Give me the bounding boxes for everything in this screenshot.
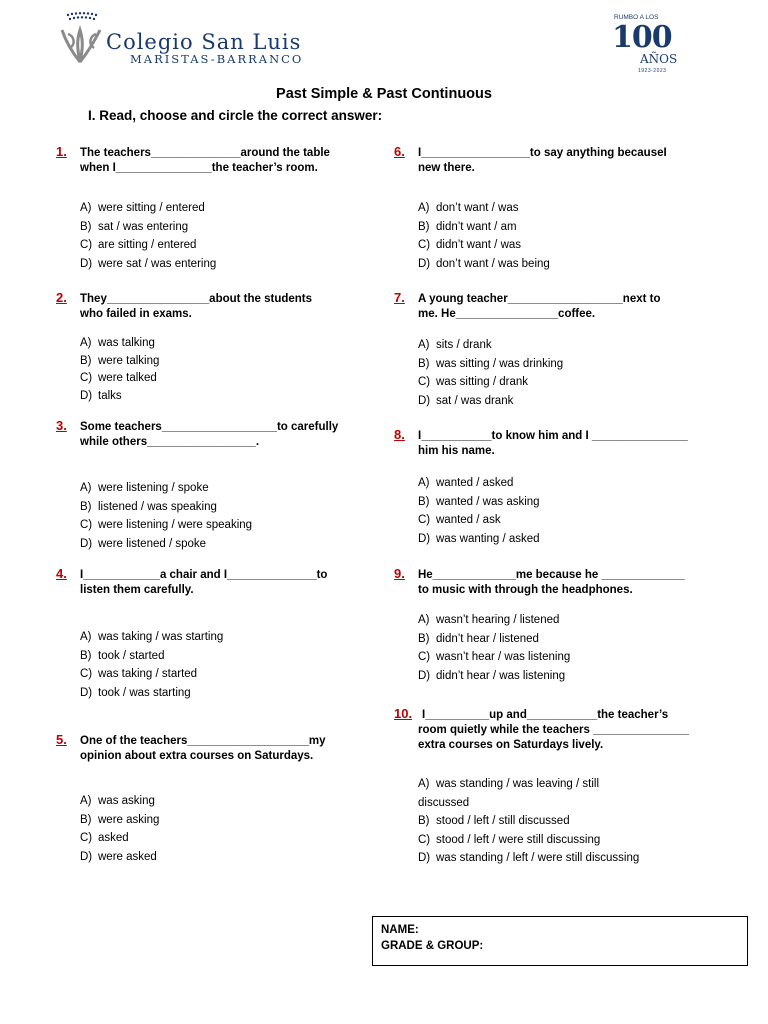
anniversary-top-text: RUMBO A LOS xyxy=(614,14,659,21)
question-text xyxy=(418,146,667,176)
option[interactable]: C) are sitting / entered xyxy=(80,239,197,251)
anniversary-logo xyxy=(612,12,712,76)
question-text xyxy=(418,429,688,459)
question-number: 9. xyxy=(394,566,405,581)
option[interactable]: D) was wanting / asked xyxy=(418,532,540,545)
question-line: Some teachers__________________to carefully xyxy=(80,421,339,433)
grade-group-label: GRADE & GROUP: xyxy=(381,940,484,952)
question-4 xyxy=(56,566,366,706)
question-text xyxy=(418,292,661,322)
option[interactable]: B) was sitting / was drinking xyxy=(418,357,564,370)
question-number: 10. xyxy=(394,706,413,721)
option[interactable]: D) didn’t hear / was listening xyxy=(418,669,566,682)
question-line: He_____________me because he _____________ xyxy=(418,569,685,581)
question-line: new there. xyxy=(418,162,475,174)
options-list xyxy=(80,335,159,405)
anniversary-years: 1923-2023 xyxy=(638,68,667,74)
option-continuation: discussed xyxy=(418,796,470,809)
option[interactable]: C) stood / left / were still discussing xyxy=(418,833,601,846)
question-line: when I_______________the teacher’s room. xyxy=(80,162,318,174)
option[interactable]: C) wanted / ask xyxy=(418,514,501,526)
option[interactable]: B) were talking xyxy=(80,354,160,367)
school-crest-icon xyxy=(56,12,108,68)
option[interactable]: A) were sitting / entered xyxy=(80,202,205,214)
option[interactable]: C) were talked xyxy=(80,372,157,384)
question-7 xyxy=(394,290,724,415)
option[interactable]: B) didn’t hear / listened xyxy=(418,632,539,645)
option[interactable]: B) wanted / was asking xyxy=(418,495,540,508)
options-list xyxy=(418,474,540,548)
option[interactable]: A) was taking / was starting xyxy=(80,631,224,643)
option[interactable]: B) listened / was speaking xyxy=(80,500,217,513)
question-number: 8. xyxy=(394,427,405,442)
option[interactable]: D) talks xyxy=(80,389,122,402)
option[interactable]: C) were listening / were speaking xyxy=(80,519,253,531)
question-2 xyxy=(56,290,366,405)
school-subtitle: MARISTAS-BARRANCO xyxy=(130,52,304,66)
school-logo xyxy=(56,12,356,72)
option[interactable]: B) stood / left / still discussed xyxy=(418,815,570,827)
question-number: 5. xyxy=(56,732,67,747)
option[interactable]: D) were asked xyxy=(80,850,157,863)
student-info-box[interactable] xyxy=(372,916,748,966)
question-5 xyxy=(56,732,366,872)
option[interactable]: C) was taking / started xyxy=(80,668,198,680)
option[interactable]: C) didn’t want / was xyxy=(418,239,522,251)
question-line: The teachers______________around the table xyxy=(80,147,330,159)
options-list xyxy=(418,199,550,273)
option[interactable]: B) were asking xyxy=(80,813,160,826)
options-list xyxy=(80,199,216,273)
option[interactable]: D) don’t want / was being xyxy=(418,257,550,270)
question-line: me. He________________coffee. xyxy=(418,308,596,320)
option[interactable]: B) didn’t want / am xyxy=(418,220,517,233)
name-label: NAME: xyxy=(381,924,419,936)
question-10 xyxy=(394,706,724,871)
page-title: Past Simple & Past Continuous xyxy=(276,86,492,102)
school-name: Colegio San Luis xyxy=(106,30,302,54)
question-text xyxy=(80,734,326,764)
question-line: while others_________________. xyxy=(80,436,260,448)
option[interactable]: A) wanted / asked xyxy=(418,477,514,489)
question-line: I_________________to say anything becauseI xyxy=(418,147,667,159)
option[interactable]: B) took / started xyxy=(80,649,165,662)
question-line: One of the teachers___________________my xyxy=(80,735,326,747)
page-header xyxy=(56,12,716,82)
question-line: They________________about the students xyxy=(80,293,313,305)
question-line: extra courses on Saturdays lively. xyxy=(418,739,604,751)
question-line: I__________up and___________the teacher’s xyxy=(422,709,669,721)
options-list xyxy=(418,336,563,410)
question-line: who failed in exams. xyxy=(80,308,192,320)
option[interactable]: D) were listened / spoke xyxy=(80,537,207,550)
question-text xyxy=(80,420,338,450)
question-number: 2. xyxy=(56,290,67,305)
question-3 xyxy=(56,418,366,558)
option[interactable]: D) was standing / left / were still discussing xyxy=(418,852,640,864)
question-number: 4. xyxy=(56,566,67,581)
question-6 xyxy=(394,144,724,274)
question-text xyxy=(80,292,312,322)
options-list xyxy=(80,628,223,702)
options-list xyxy=(80,479,252,553)
question-1 xyxy=(56,144,366,274)
option[interactable]: C) was sitting / drank xyxy=(418,376,529,388)
options-list xyxy=(418,611,570,685)
option[interactable]: A) sits / drank xyxy=(418,339,492,351)
question-number: 6. xyxy=(394,144,405,159)
question-number: 1. xyxy=(56,144,67,159)
question-line: him his name. xyxy=(418,445,495,457)
instruction: I. Read, choose and circle the correct answer: xyxy=(88,108,383,123)
question-text xyxy=(418,568,685,598)
option[interactable]: A) wasn’t hearing / listened xyxy=(418,614,560,626)
question-number: 7. xyxy=(394,290,405,305)
option[interactable]: D) sat / was drank xyxy=(418,394,514,407)
question-text xyxy=(80,146,330,176)
anniversary-number: 100 xyxy=(612,20,672,55)
question-9 xyxy=(394,566,724,691)
option[interactable]: A) was standing / was leaving / still xyxy=(418,778,599,790)
question-line: opinion about extra courses on Saturdays. xyxy=(80,750,314,762)
question-number: 3. xyxy=(56,418,67,433)
option[interactable]: B) sat / was entering xyxy=(80,220,189,233)
option[interactable]: A) was talking xyxy=(80,337,155,349)
question-line: I___________to know him and I _______________ xyxy=(418,430,688,442)
question-text xyxy=(80,568,327,598)
question-line: A young teacher__________________next to xyxy=(418,293,661,305)
question-line: room quietly while the teachers _______________ xyxy=(418,724,690,736)
options-list xyxy=(80,792,159,866)
anniversary-anos: AÑOS xyxy=(640,52,678,66)
option[interactable]: A) were listening / spoke xyxy=(80,482,209,494)
option[interactable]: A) don’t want / was xyxy=(418,202,519,214)
option[interactable]: D) took / was starting xyxy=(80,686,191,699)
option[interactable]: A) was asking xyxy=(80,795,155,807)
option[interactable]: C) asked xyxy=(80,832,129,844)
question-line: I____________a chair and I______________to xyxy=(80,569,328,581)
question-text xyxy=(418,708,690,753)
question-line: listen them carefully. xyxy=(80,584,194,596)
option[interactable]: D) were sat / was entering xyxy=(80,257,217,270)
options-list xyxy=(418,775,639,868)
question-line: to music with through the headphones. xyxy=(418,584,633,596)
option[interactable]: C) wasn’t hear / was listening xyxy=(418,651,571,663)
question-8 xyxy=(394,427,724,552)
